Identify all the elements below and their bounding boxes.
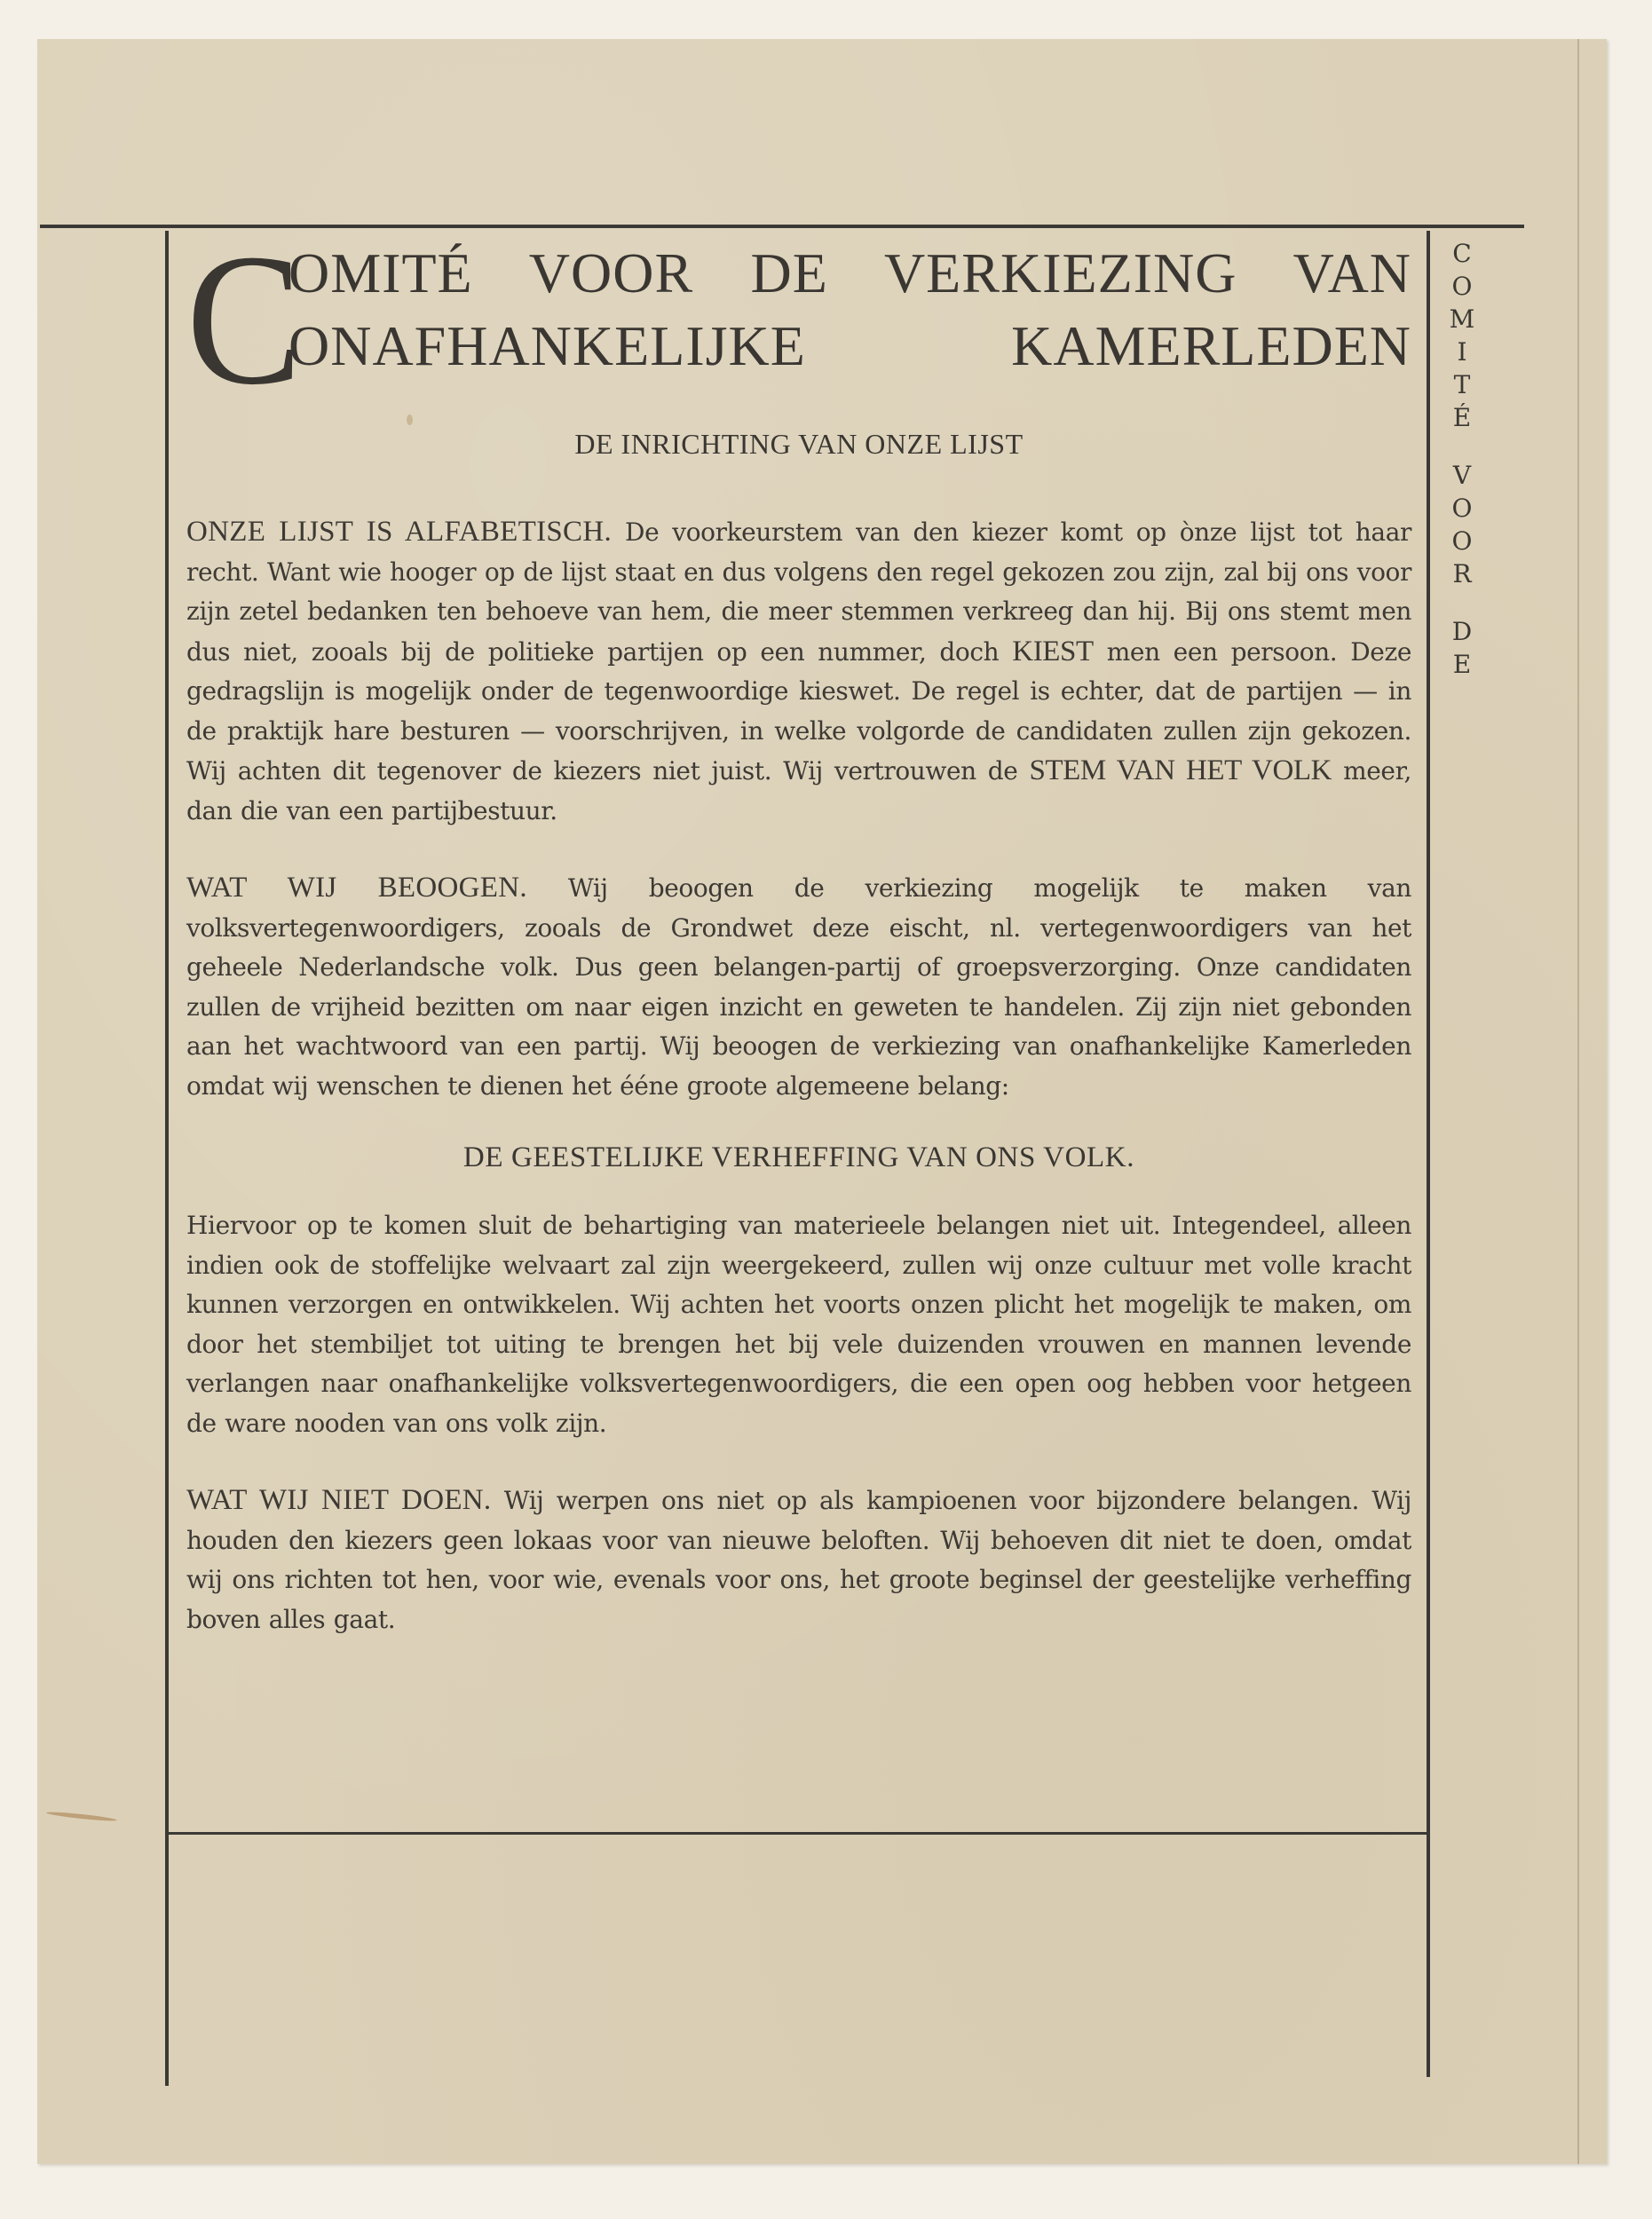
side-label-letter: T [1453, 370, 1471, 399]
side-label-letter: V [1452, 461, 1472, 490]
side-label-word [1452, 463, 1473, 595]
subheading: DE INRICHTING VAN ONZE LIJST [574, 428, 1024, 460]
side-label-letter: E [1452, 650, 1472, 679]
side-label-letter: É [1452, 403, 1472, 432]
title-line-1: OMITÉ VOOR DE VERKIEZING VAN [289, 241, 1411, 304]
paragraph-alphabetical-list [186, 512, 1411, 831]
center-heading: DE GEESTELIJKE VERHEFFING VAN ONS VOLK. [462, 1141, 1135, 1173]
side-label-letter: O [1451, 494, 1473, 523]
title-block [186, 215, 1411, 423]
paragraph-lead: WAT WIJ NIET DOEN. [186, 1484, 492, 1516]
side-label-letter: O [1451, 526, 1473, 556]
side-label-letter: M [1449, 304, 1475, 334]
paragraph-text: Hiervoor op te komen sluit de behartiging van materieele belangen niet uit. Integendeel, alleen indien ook de stoffelijke welvaart zal zijn weergekeerd, zullen wij onze cultuur met volle kracht kunnen verzorgen en ontwikkelen. Wij achten het voorts onzen plicht het mogelijk te maken, om door het stembiljet tot uiting te brengen het bij vele duizenden vrouwen en mannen levende verlangen naar onafhankelijke volksvertegenwoordigers, die een open oog hebben voor hetgeen de ware nooden van ons volk zijn. [186, 1211, 1411, 1438]
paragraph-what-we-aim [186, 868, 1411, 1106]
side-label-word [1450, 241, 1475, 438]
paper-fold-line [1577, 39, 1579, 2164]
paragraph-text: De voorkeurstem van den kiezer komt op ònze lijst tot haar recht. Want wie hooger op de lijst staat en dus volgens den regel gekozen zou zijn, zal bij ons voor zijn zetel bedanken ten behoeve van hem, die meer stemmen verkreeg dan hij. Bij ons stemt men dus niet, zooals bij de politieke partijen op een nummer, doch [186, 517, 1411, 667]
paragraph-text: Wij beoogen de verkiezing mogelijk te maken van volksvertegenwoordigers, zooals de Grondwet deze eischt, nl. vertegenwoordigers van het geheele Nederlandsche volk. Dus geen belangen-partij of groepsverzorging. Onze candidaten zullen de vrijheid bezitten om naar eigen inzicht en geweten te handelen. Zij zijn niet gebonden aan het wachtwoord van een partij. Wij beoogen de verkiezing van onafhankelijke Kamerleden omdat wij wenschen te dienen het ééne groote algemeene belang: [186, 873, 1411, 1101]
paragraph-lead: ONZE LIJST IS ALFABETISCH. [186, 516, 613, 548]
paragraph-text: men een persoon. Deze gedragslijn is mogelijk onder de tegenwoordige kieswet. De regel is echter, dat de partijen — in de praktijk hare besturen — voorschrijven, in welke volgorde de candidaten zullen zijn gekozen. Wij achten dit tegenover de kiezers niet juist. Wij vertrouwen de [186, 636, 1411, 786]
side-label-letter: D [1451, 617, 1473, 646]
bottom-rule [169, 1832, 1427, 1835]
left-rule [165, 231, 169, 2086]
side-label-letter: I [1457, 337, 1467, 367]
side-label-letter: C [1452, 239, 1472, 268]
vertical-side-label [1440, 241, 1484, 685]
paragraph-text: Wij werpen ons niet op als kampioenen voor bijzondere belangen. Wij houden den kiezers geen lokaas voor van nieuwe beloften. Wij behoeven dit niet te doen, omdat wij ons richten tot hen, voor wie, evenals voor ons, het groote beginsel der geestelijke verheffing boven alles gaat. [186, 1486, 1412, 1634]
paragraph-spiritual-elevation [186, 1206, 1411, 1443]
side-label-letter: R [1452, 559, 1472, 588]
document-body [186, 215, 1412, 1639]
paragraph-lead: WAT WIJ BEOOGEN. [186, 872, 527, 904]
paragraph-text: meer, dan die van een partijbestuur. [186, 756, 1411, 825]
emphasis-stem-van-het-volk: STEM VAN HET VOLK [1029, 754, 1332, 786]
side-label-letter: O [1451, 272, 1473, 301]
title-line-2: ONAFHANKELIJKE KAMERLEDEN [289, 314, 1411, 377]
paragraph-what-we-dont-do [186, 1481, 1411, 1639]
title-drop-cap: C [186, 215, 303, 423]
right-rule [1427, 231, 1430, 2077]
emphasis-kiest: KIEST [1012, 635, 1094, 667]
side-label-word [1451, 617, 1473, 685]
